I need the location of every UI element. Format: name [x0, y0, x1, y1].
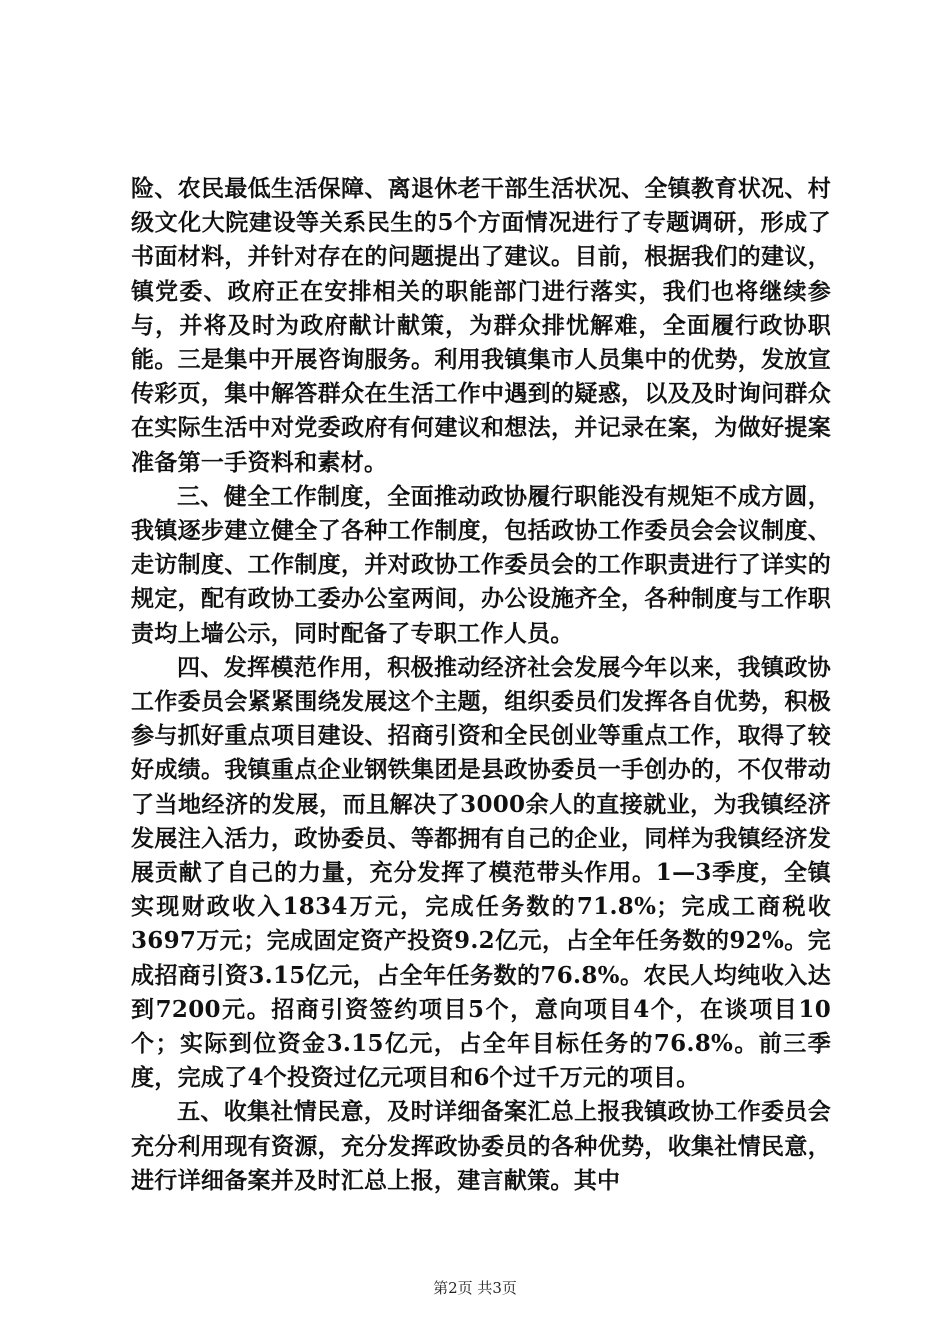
document-body — [131, 172, 831, 1198]
paragraph-section-three: 三、健全工作制度，全面推动政协履行职能没有规矩不成方圆，我镇逐步建立健全了各种工作制度，包括政协工作委员会会议制度、走访制度、工作制度，并对政协工作委员会的工作职责进行了详实的规定，配有政协工委办公室两间，办公设施齐全，各种制度与工作职责均上墙公示，同时配备了专职工作人员。 — [131, 482, 831, 647]
paragraph-section-five: 五、收集社情民意，及时详细备案汇总上报我镇政协工作委员会充分利用现有资源，充分发挥政协委员的各种优势，收集社情民意，进行详细备案并及时汇总上报，建言献策。其中 — [131, 1098, 831, 1194]
paragraph-continuation: 险、农民最低生活保障、离退休老干部生活状况、全镇教育状况、村级文化大院建设等关系民生的5个方面情况进行了专题调研，形成了书面材料，并针对存在的问题提出了建议。目前，根据我们的建议，镇党委、政府正在安排相关的职能部门进行落实，我们也将继续参与，并将及时为政府献计献策，为群众排忧解难，全面履行政协职能。三是集中开展咨询服务。利用我镇集市人员集中的优势，发放宣传彩页，集中解答群众在生活工作中遇到的疑惑，以及及时询问群众在实际生活中对党委政府有何建议和想法，并记录在案，为做好提案准备第一手资料和素材。 — [131, 175, 831, 476]
paragraph-section-four: 四、发挥模范作用，积极推动经济社会发展今年以来，我镇政协工作委员会紧紧围绕发展这个主题，组织委员们发挥各自优势，积极参与抓好重点项目建设、招商引资和全民创业等重点工作，取得了较好成绩。我镇重点企业钢铁集团是县政协委员一手创办的，不仅带动了当地经济的发展，而且解决了3000余人的直接就业，为我镇经济发展注入活力，政协委员、等都拥有自己的企业，同样为我镇经济发展贡献了自己的力量，充分发挥了模范带头作用。1—3季度，全镇实现财政收入1834万元，完成任务数的71.8%；完成工商税收3697万元；完成固定资产投资9.2亿元，占全年任务数的92%。完成招商引资3.15亿元，占全年任务数的76.8%。农民人均纯收入达到7200元。招商引资签约项目5个，意向项目4个，在谈项目10个；实际到位资金3.15亿元，占全年目标任务的76.8%。前三季度，完成了4个投资过亿元项目和6个过千万元的项目。 — [131, 653, 831, 1092]
page-number-footer: 第2页 共3页 — [433, 1279, 517, 1297]
